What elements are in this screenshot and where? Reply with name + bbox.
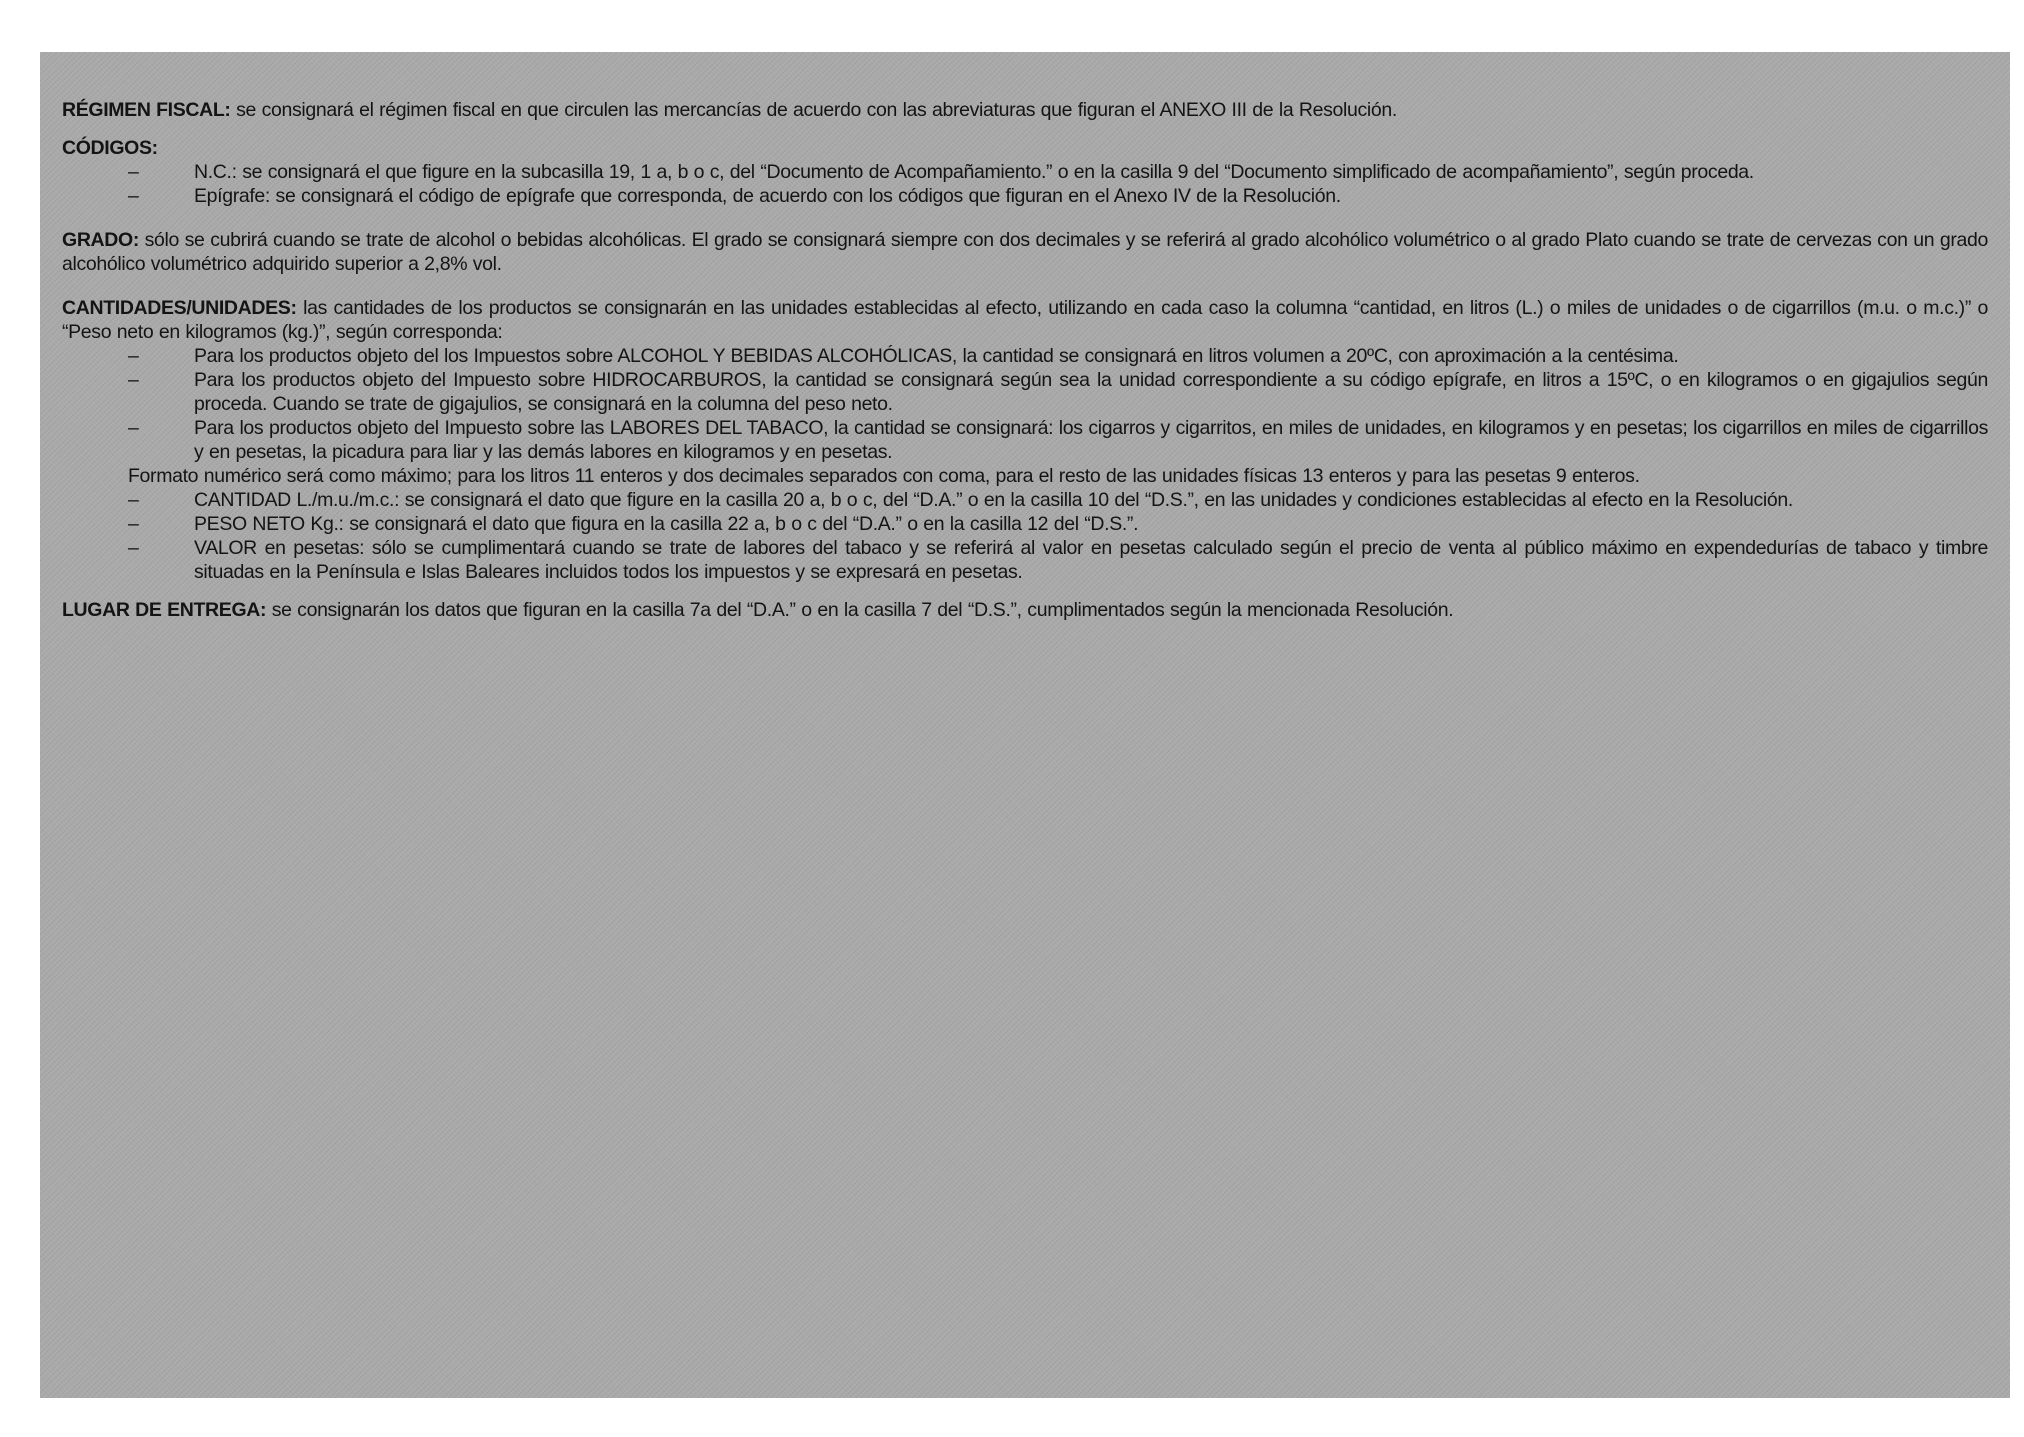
codigos-item-nc	[62, 160, 1988, 184]
dash-marker: –	[128, 161, 139, 183]
cantidades-text: las cantidades de los productos se consignarán en las unidades establecidas al efecto, utilizando en cada caso la columna “cantidad, en litros (L.) o miles de unidades o de cigarrillos (m.u. o m.c.)” o “Peso neto en kilogramos (kg.)”, según corresponda:	[62, 297, 1988, 343]
document-sheet	[40, 52, 2010, 1398]
dash-marker: –	[128, 513, 139, 535]
cantidades-item-alcohol	[62, 344, 1988, 368]
cantidades-label: CANTIDADES/UNIDADES:	[62, 297, 297, 319]
codigos-item-nc-text: N.C.: se consignará el que figure en la subcasilla 19, 1 a, b o c, del “Documento de Acompañamiento.” o en la casilla 9 del “Documento simplificado de acompañamiento”, según proceda.	[194, 161, 1754, 183]
codigos-label: CÓDIGOS:	[62, 137, 158, 159]
cantidades-item-peso-neto-text: PESO NETO Kg.: se consignará el dato que figura en la casilla 22 a, b o c del “D.A.” o en la casilla 12 del “D.S.”.	[194, 513, 1139, 535]
codigos-item-epigrafe	[62, 184, 1988, 208]
regimen-fiscal-text: se consignará el régimen fiscal en que circulen las mercancías de acuerdo con las abreviaturas que figuran el ANEXO III de la Resolución.	[230, 99, 1397, 121]
cantidades-item-tabaco	[62, 416, 1988, 464]
codigos-heading	[62, 136, 1988, 160]
formato-numerico-note: Formato numérico será como máximo; para los litros 11 enteros y dos decimales separados con coma, para el resto de las unidades físicas 13 enteros y para las pesetas 9 enteros.	[128, 465, 1640, 487]
cantidades-item-hidrocarburos-text: Para los productos objeto del Impuesto sobre HIDROCARBUROS, la cantidad se consignará según sea la unidad correspondiente a su código epígrafe, en litros a 15ºC, o en kilogramos o en gigajulios según proceda. Cuando se trate de gigajulios, se consignará en la columna del peso neto.	[194, 369, 1988, 415]
dash-marker: –	[128, 489, 139, 511]
cantidades-item-tabaco-text: Para los productos objeto del Impuesto sobre las LABORES DEL TABACO, la cantidad se consignará: los cigarros y cigarritos, en miles de unidades, en kilogramos y en pesetas; los cigarrillos en miles de cigarrillos y en pesetas, la picadura para liar y las demás labores en kilogramos y en pesetas.	[194, 417, 1988, 463]
cantidades-item-alcohol-text: Para los productos objeto del los Impuestos sobre ALCOHOL Y BEBIDAS ALCOHÓLICAS, la cantidad se consignará en litros volumen a 20ºC, con aproximación a la centésima.	[194, 345, 1679, 367]
dash-marker: –	[128, 417, 139, 439]
grado-paragraph	[62, 228, 1988, 276]
cantidades-item-valor	[62, 536, 1988, 584]
dash-marker: –	[128, 369, 139, 391]
dash-marker: –	[128, 185, 139, 207]
cantidades-paragraph	[62, 296, 1988, 344]
regimen-fiscal-paragraph	[62, 98, 1988, 122]
codigos-item-epigrafe-text: Epígrafe: se consignará el código de epígrafe que corresponda, de acuerdo con los códigos que figuran en el Anexo IV de la Resolución.	[194, 185, 1341, 207]
lugar-entrega-text: se consignarán los datos que figuran en la casilla 7a del “D.A.” o en la casilla 7 del “D.S.”, cumplimentados según la mencionada Resolución.	[266, 599, 1454, 621]
dash-marker: –	[128, 345, 139, 367]
lugar-entrega-paragraph	[62, 598, 1988, 622]
cantidades-item-valor-text: VALOR en pesetas: sólo se cumplimentará cuando se trate de labores del tabaco y se referirá al valor en pesetas calculado según el precio de venta al público máximo en expendedurías de tabaco y timbre situadas en la Península e Islas Baleares incluidos todos los impuestos y se expresará en pesetas.	[194, 537, 1988, 583]
cantidades-item-peso-neto	[62, 512, 1988, 536]
cantidades-item-cantidad	[62, 488, 1988, 512]
dash-marker: –	[128, 537, 139, 559]
cantidades-item-cantidad-text: CANTIDAD L./m.u./m.c.: se consignará el dato que figure en la casilla 20 a, b o c, del “D.A.” o en la casilla 10 del “D.S.”, en las unidades y condiciones establecidas al efecto en la Resolución.	[194, 489, 1793, 511]
cantidades-item-hidrocarburos	[62, 368, 1988, 416]
regimen-fiscal-label: RÉGIMEN FISCAL:	[62, 99, 231, 121]
lugar-entrega-label: LUGAR DE ENTREGA:	[62, 599, 267, 621]
grado-label: GRADO:	[62, 229, 139, 251]
grado-text: sólo se cubrirá cuando se trate de alcohol o bebidas alcohólicas. El grado se consignará siempre con dos decimales y se referirá al grado alcohólico volumétrico o al grado Plato cuando se trate de cervezas con un grado alcohólico volumétrico adquirido superior a 2,8% vol.	[62, 229, 1988, 275]
